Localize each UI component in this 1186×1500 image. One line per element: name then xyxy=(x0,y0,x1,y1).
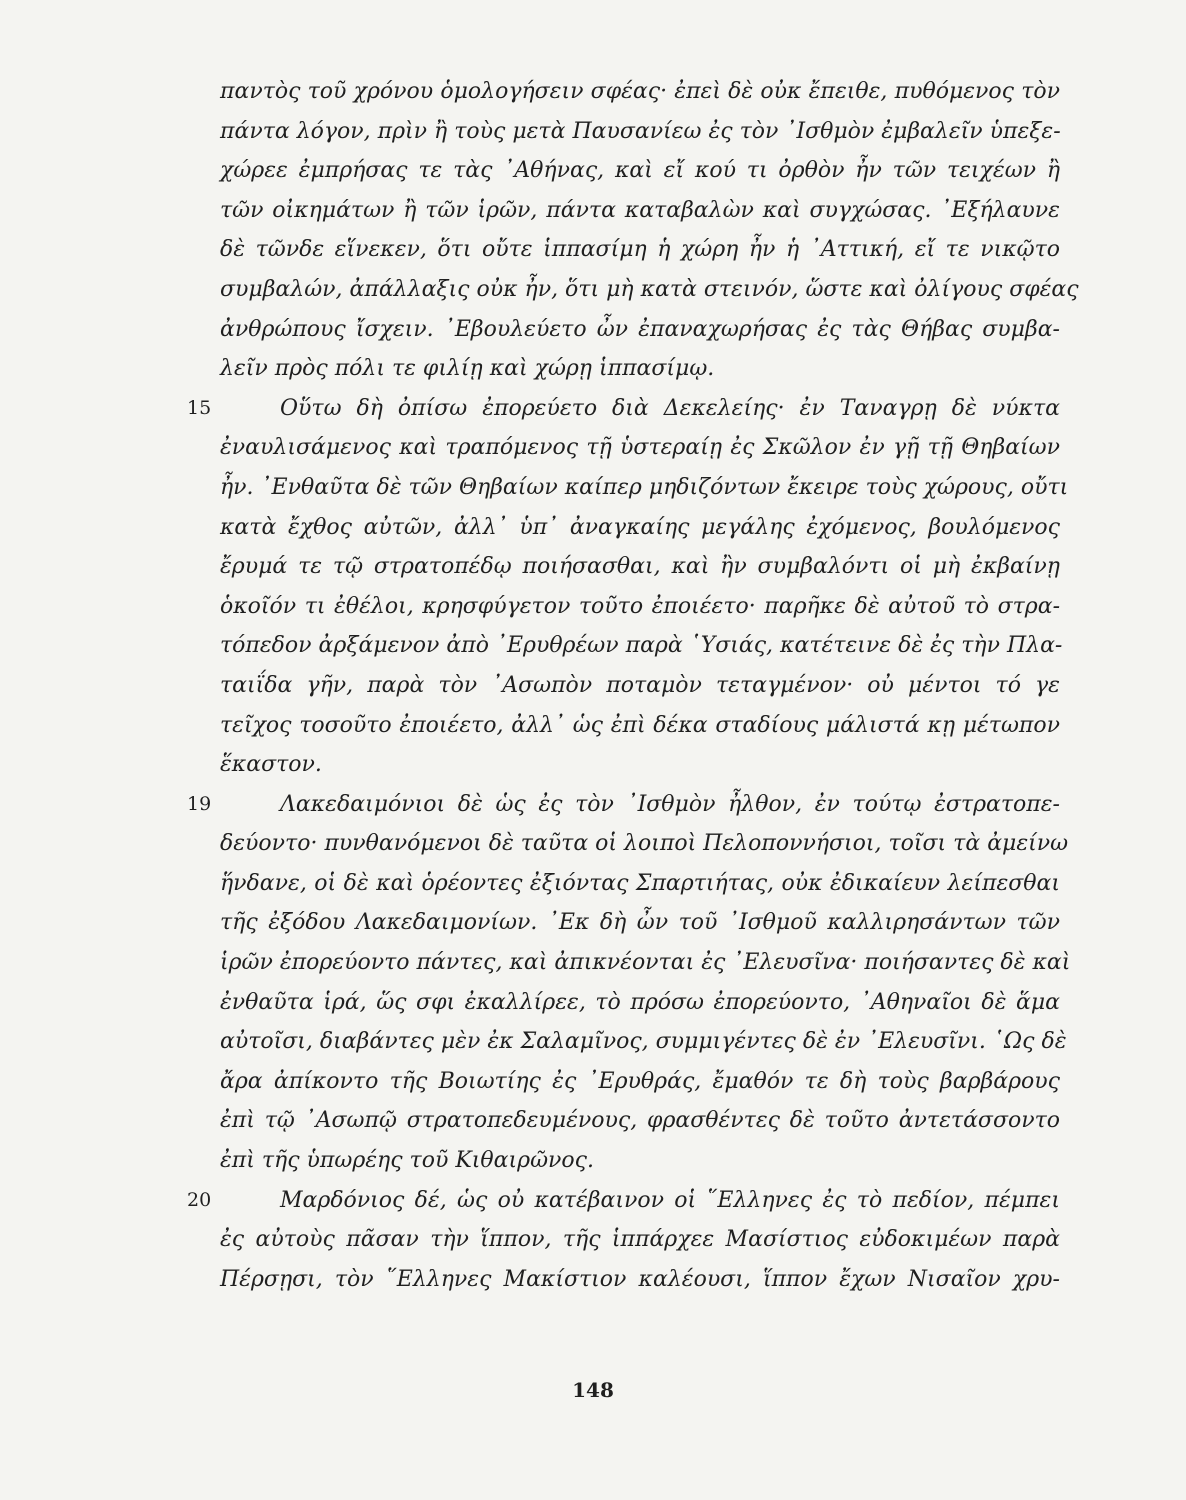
line-text: τῶν οἰκημάτων ἢ τῶν ἱρῶν, πάντα καταβαλὼν καὶ συγχώσας. ᾿Εξήλαυνε xyxy=(220,197,1060,223)
text-line xyxy=(220,270,1079,310)
text-line xyxy=(220,1101,1060,1141)
text-line xyxy=(220,626,1063,666)
line-text: χώρεε ἐμπρήσας τε τὰς ᾿Αθήνας, καὶ εἴ κού τι ὀρθὸν ἦν τῶν τειχέων ἢ xyxy=(220,158,1060,184)
line-text: τεῖχος τοσοῦτο ἐποιέετο, ἀλλ᾿ ὡς ἐπὶ δέκα σταδίους μάλιστά κῃ μέτωπον xyxy=(220,712,1060,738)
line-text: παντὸς τοῦ χρόνου ὁμολογήσειν σφέας· ἐπεὶ δὲ οὐκ ἔπειθε, πυθόμενος τὸν xyxy=(220,79,1060,104)
section-number: 15 xyxy=(187,396,212,419)
line-text: Λακεδαιμόνιοι δὲ ὡς ἐς τὸν ᾿Ισθμὸν ἦλθον, ἐν τούτῳ ἐστρατοπε- xyxy=(280,791,1060,817)
text-line xyxy=(220,666,1060,706)
text-line xyxy=(220,1141,1060,1181)
line-text: ἔρυμά τε τῷ στρατοπέδῳ ποιήσασθαι, καὶ ἢν συμβαλόντι οἱ μὴ ἐκβαίνῃ xyxy=(220,554,1060,580)
text-line xyxy=(220,349,1060,389)
line-text: ἐς αὐτοὺς πᾶσαν τὴν ἵππον, τῆς ἱππάρχεε Μασίστιος εὐδοκιμέων παρὰ xyxy=(220,1227,1060,1253)
line-text: ἐπὶ τῆς ὑπωρέης τοῦ Κιθαιρῶνος. xyxy=(220,1148,594,1174)
text-line xyxy=(187,389,1060,429)
section-number: 19 xyxy=(187,792,212,815)
text-line xyxy=(220,943,1071,983)
text-line xyxy=(187,785,1060,825)
text-line xyxy=(220,1022,1067,1062)
text-line xyxy=(220,824,1069,864)
text-line xyxy=(220,468,1069,508)
text-line xyxy=(220,1062,1060,1102)
line-text: ἐνθαῦτα ἱρά, ὥς σφι ἐκαλλίρεε, τὸ πρόσω ἐπορεύοντο, ᾿Αθηναῖοι δὲ ἅμα xyxy=(220,989,1060,1015)
line-text: τῆς ἐξόδου Λακεδαιμονίων. ᾿Εκ δὴ ὦν τοῦ ᾿Ισθμοῦ καλλιρησάντων τῶν xyxy=(220,910,1060,936)
text-line xyxy=(220,508,1060,548)
text-line xyxy=(220,903,1060,943)
section-number: 20 xyxy=(187,1188,212,1211)
text-line xyxy=(220,864,1060,904)
line-text: πάντα λόγον, πρὶν ἢ τοὺς μετὰ Παυσανίεω ἐς τὸν ᾿Ισθμὸν ἐμβαλεῖν ὑπεξε- xyxy=(220,118,1061,144)
line-text: ἕκαστον. xyxy=(220,752,322,778)
text-line xyxy=(220,1220,1060,1260)
text-line xyxy=(220,310,1060,350)
text-line xyxy=(220,1260,1060,1300)
line-text: ἄρα ἀπίκοντο τῆς Βοιωτίης ἐς ᾿Ερυθράς, ἔμαθόν τε δὴ τοὺς βαρβάρους xyxy=(220,1068,1060,1094)
line-text: ἀνθρώπους ἴσχειν. ᾿Εβουλεύετο ὦν ἐπαναχωρήσας ἐς τὰς Θήβας συμβα- xyxy=(220,316,1060,342)
line-text: αὐτοῖσι, διαβάντες μὲν ἐκ Σαλαμῖνος, συμμιγέντες δὲ ἐν ᾿Ελευσῖνι. ῾Ως δὲ xyxy=(220,1029,1067,1055)
line-text: ὁκοῖόν τι ἐθέλοι, κρησφύγετον τοῦτο ἐποιέετο· παρῆκε δὲ αὐτοῦ τὸ στρα- xyxy=(220,593,1060,619)
line-text: ἱρῶν ἐπορεύοντο πάντες, καὶ ἀπικνέονται ἐς ᾿Ελευσῖνα· ποιήσαντες δὲ καὶ xyxy=(220,950,1071,976)
text-line xyxy=(220,112,1060,152)
text-line xyxy=(220,745,1060,785)
line-text: τόπεδον ἀρξάμενον ἀπὸ ᾿Ερυθρέων παρὰ ῾Υσιάς, κατέτεινε δὲ ἐς τὴν Πλα- xyxy=(220,633,1063,659)
line-text: συμβαλών, ἀπάλλαξις οὐκ ἦν, ὅτι μὴ κατὰ στεινόν, ὥστε καὶ ὀλίγους σφέας xyxy=(220,276,1079,302)
line-text: δὲ τῶνδε εἵνεκεν, ὅτι οὔτε ἱππασίμη ἡ χώρη ἦν ἡ ᾿Αττική, εἴ τε νικῷτο xyxy=(220,237,1060,263)
text-line xyxy=(220,151,1060,191)
line-text: ἐπὶ τῷ ᾿Ασωπῷ στρατοπεδευμένους, φρασθέντες δὲ τοῦτο ἀντετάσσοντο xyxy=(220,1108,1060,1134)
text-line xyxy=(220,983,1060,1023)
line-text: ἥνδανε, οἱ δὲ καὶ ὁρέοντες ἐξιόντας Σπαρτιήτας, οὐκ ἐδικαίευν λείπεσθαι xyxy=(220,870,1060,896)
text-line xyxy=(220,706,1060,746)
line-text: Πέρσῃσι, τὸν ῞Ελληνες Μακίστιον καλέουσι, ἵππον ἔχων Νισαῖον χρυ- xyxy=(220,1266,1060,1292)
greek-text-body xyxy=(187,72,1079,1299)
text-line xyxy=(220,191,1060,231)
line-text: ἐναυλισάμενος καὶ τραπόμενος τῇ ὑστεραίῃ ἐς Σκῶλον ἐν γῇ τῇ Θηβαίων xyxy=(220,435,1060,461)
line-text: λεῖν πρὸς πόλι τε φιλίῃ καὶ χώρῃ ἱππασίμῳ. xyxy=(220,356,715,382)
line-text: ἦν. ᾿Ενθαῦτα δὲ τῶν Θηβαίων καίπερ μηδιζόντων ἔκειρε τοὺς χώρους, οὔτι xyxy=(220,474,1069,500)
text-line xyxy=(220,428,1060,468)
line-text: Μαρδόνιος δέ, ὡς οὐ κατέβαινον οἱ ῞Ελληνες ἐς τὸ πεδίον, πέμπει xyxy=(280,1187,1060,1213)
line-text: δεύοντο· πυνθανόμενοι δὲ ταῦτα οἱ λοιποὶ Πελοποννήσιοι, τοῖσι τὰ ἀμείνω xyxy=(220,831,1069,857)
text-line xyxy=(220,587,1060,627)
line-text: ταιΐδα γῆν, παρὰ τὸν ᾿Ασωπὸν ποταμὸν τεταγμένον· οὐ μέντοι τό γε xyxy=(220,672,1060,698)
page-number: 148 xyxy=(572,1378,614,1402)
text-line xyxy=(187,1181,1060,1221)
text-line xyxy=(220,547,1060,587)
text-line xyxy=(220,72,1060,112)
line-text: Οὕτω δὴ ὀπίσω ἐπορεύετο διὰ Δεκελείης· ἐν Ταναγρῃ δὲ νύκτα xyxy=(280,395,1060,421)
line-text: κατὰ ἔχθος αὐτῶν, ἀλλ᾿ ὑπ᾿ ἀναγκαίης μεγάλης ἐχόμενος, βουλόμενος xyxy=(220,514,1060,540)
text-line xyxy=(220,230,1060,270)
